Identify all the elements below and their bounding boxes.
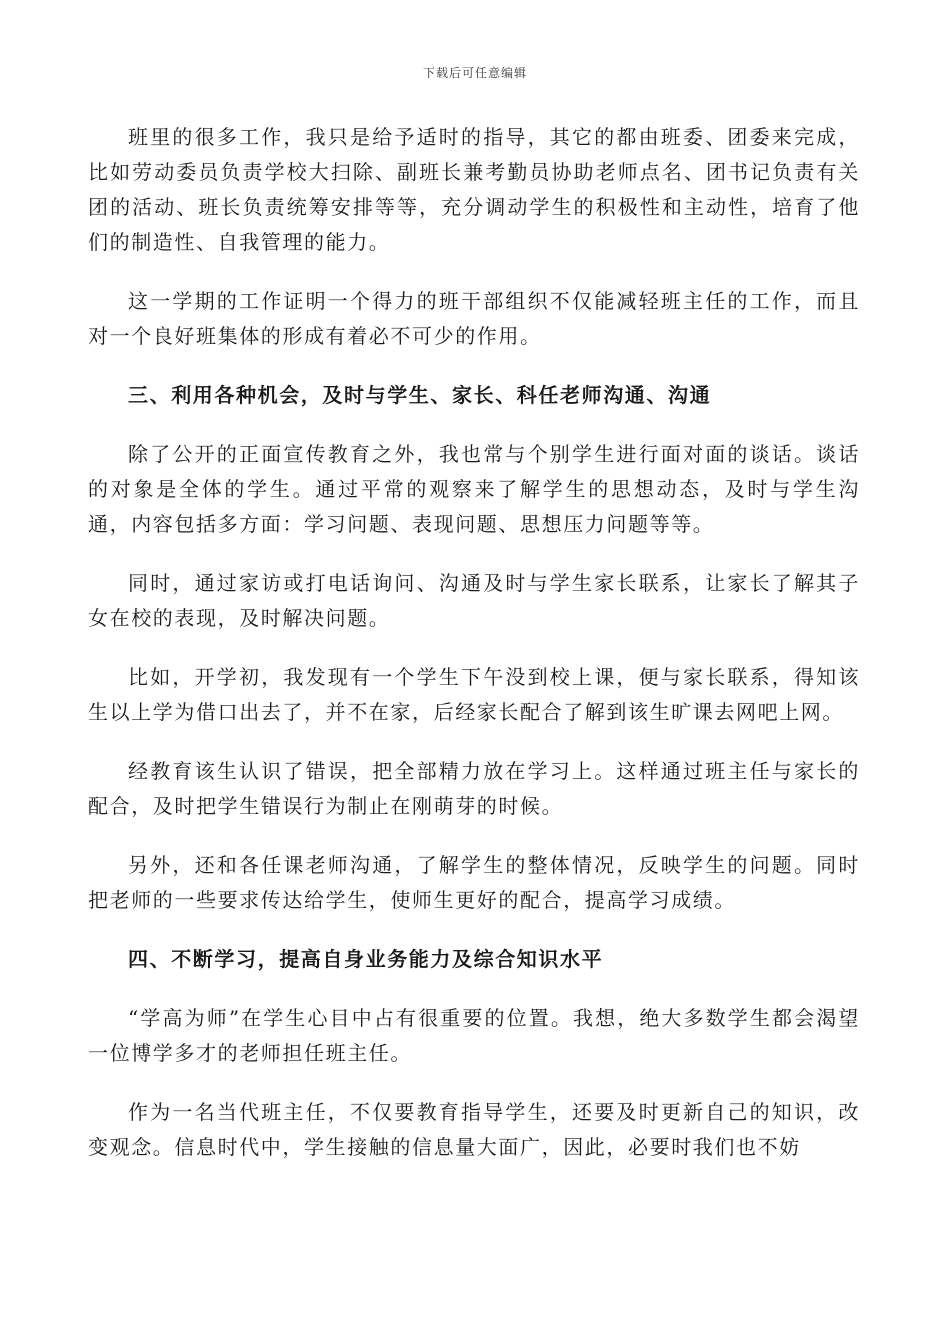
paragraph: 另外，还和各任课老师沟通，了解学生的整体情况，反映学生的问题。同时把老师的一些要求传达给学生，使师生更好的配合，提高学习成绩。 <box>88 853 860 912</box>
paragraph: 除了公开的正面宣传教育之外，我也常与个别学生进行面对面的谈话。谈话的对象是全体的学生。通过平常的观察来了解学生的思想动态，及时与学生沟通，内容包括多方面：学习问题、表现问题、思想压力问题等等。 <box>88 442 860 536</box>
section-heading: 三、利用各种机会，及时与学生、家长、科任老师沟通、沟通 <box>128 383 712 407</box>
paragraph: 同时，通过家访或打电话询问、沟通及时与学生家长联系，让家长了解其子女在校的表现，及时解决问题。 <box>88 571 860 630</box>
paragraph: 经教育该生认识了错误，把全部精力放在学习上。这样通过班主任与家长的配合，及时把学生错误行为制止在刚萌芽的时候。 <box>88 759 860 818</box>
page-header: 下载后可任意编辑 <box>422 66 527 80</box>
document-body <box>88 120 860 1189</box>
paragraph: 这一学期的工作证明一个得力的班干部组织不仅能减轻班主任的工作，而且对一个良好班集体的形成有着必不可少的作用。 <box>88 289 860 348</box>
paragraph: 比如，开学初，我发现有一个学生下午没到校上课，便与家长联系，得知该生以上学为借口出去了，并不在家，后经家长配合了解到该生旷课去网吧上网。 <box>88 665 860 724</box>
section-heading: 四、不断学习，提高自身业务能力及综合知识水平 <box>128 947 604 971</box>
paragraph: “学高为师”在学生心目中占有很重要的位置。我想，绝大多数学生都会渴望一位博学多才的老师担任班主任。 <box>88 1006 860 1065</box>
paragraph: 班里的很多工作，我只是给予适时的指导，其它的都由班委、团委来完成，比如劳动委员负责学校大扫除、副班长兼考勤员协助老师点名、团书记负责有关团的活动、班长负责统筹安排等等，充分调动学生的积极性和主动性，培育了他们的制造性、自我管理的能力。 <box>88 125 860 254</box>
paragraph: 作为一名当代班主任，不仅要教育指导学生，还要及时更新自己的知识，改变观念。信息时代中，学生接触的信息量大面广，因此，必要时我们也不妨 <box>88 1100 860 1159</box>
